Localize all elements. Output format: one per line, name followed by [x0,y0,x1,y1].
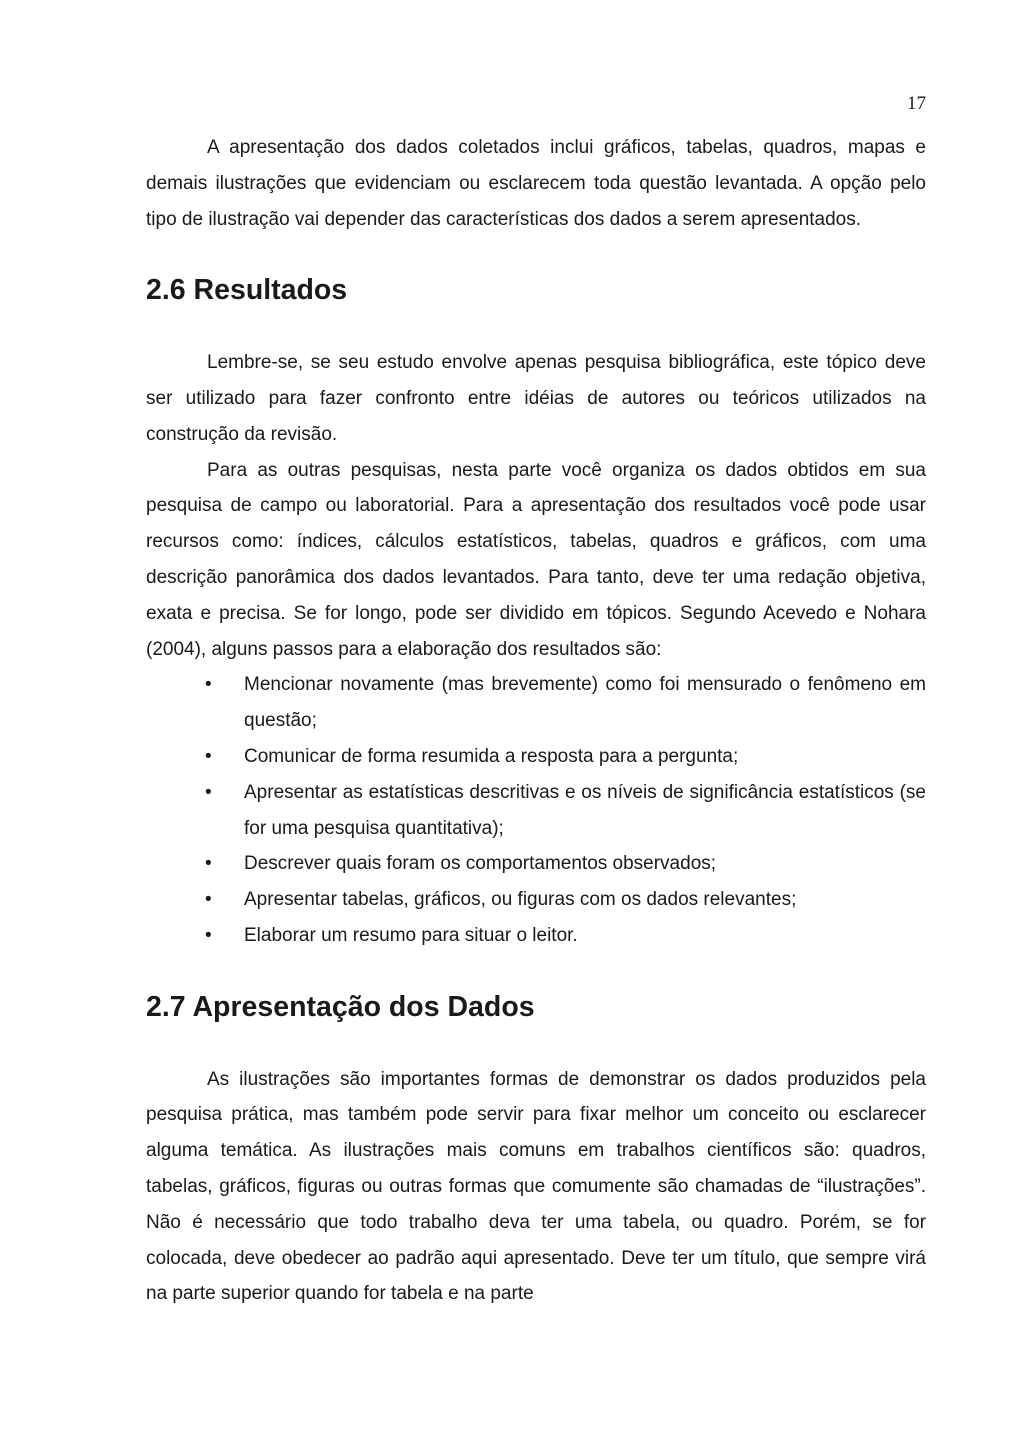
list-item-text: Apresentar tabelas, gráficos, ou figuras com os dados relevantes; [244,889,797,911]
bullet-icon: • [205,745,212,767]
resultados-paragraph-1: Lembre-se, se seu estudo envolve apenas pesquisa bibliográfica, este tópico deve ser utilizado para fazer confronto entre idéias de autores ou teóricos utilizados na construção da revisão. [146,352,926,445]
section-heading-apresentacao: 2.7 Apresentação dos Dados [146,990,535,1023]
list-item-text: Comunicar de forma resumida a resposta para a pergunta; [244,745,739,767]
bullet-icon: • [205,889,212,911]
list-item-text: Descrever quais foram os comportamentos observados; [244,853,717,875]
list-item [146,739,926,775]
bullet-icon: • [205,853,212,875]
bullet-icon: • [205,924,212,946]
resultados-steps-list [146,667,926,953]
intro-paragraph: A apresentação dos dados coletados inclui gráficos, tabelas, quadros, mapas e demais ilustrações que evidenciam ou esclarecem toda questão levantada. A opção pelo tipo de ilustração vai depender das características dos dados a serem apresentados. [146,137,926,230]
list-item [146,846,926,882]
list-item-text: Apresentar as estatísticas descritivas e os níveis de significância estatísticos (se for uma pesquisa quantitativa); [244,781,926,839]
list-item [146,667,926,739]
page-number: 17 [907,93,926,114]
section-heading-resultados: 2.6 Resultados [146,274,348,307]
list-item-text: Mencionar novamente (mas brevemente) como foi mensurado o fenômeno em questão; [244,674,926,732]
list-item-text: Elaborar um resumo para situar o leitor. [244,924,578,946]
bullet-icon: • [205,781,212,803]
resultados-paragraph-2: Para as outras pesquisas, nesta parte você organiza os dados obtidos em sua pesquisa de campo ou laboratorial. Para a apresentação dos resultados você pode usar recursos como: índices, cálculos estatísticos, tabelas, quadros e gráficos, com uma descrição panorâmica dos dados levantados. Para tanto, deve ter uma redação objetiva, exata e precisa. Se for longo, pode ser dividido em tópicos. Segundo Acevedo e Nohara (2004), alguns passos para a elaboração dos resultados são: [146,459,926,660]
page-content [146,130,926,1312]
list-item [146,775,926,847]
apresentacao-paragraph-1: As ilustrações são importantes formas de demonstrar os dados produzidos pela pesquisa prática, mas também pode servir para fixar melhor um conceito ou esclarecer alguma temática. As ilustrações mais comuns em trabalhos científicos são: quadros, tabelas, gráficos, figuras ou outras formas que comumente são chamadas de “ilustrações”. Não é necessário que todo trabalho deva ter uma tabela, ou quadro. Porém, se for colocada, deve obedecer ao padrão aqui apresentado. Deve ter um título, que sempre virá na parte superior quando for tabela e na parte [146,1068,926,1305]
list-item [146,918,926,954]
bullet-icon: • [205,674,212,696]
list-item [146,882,926,918]
